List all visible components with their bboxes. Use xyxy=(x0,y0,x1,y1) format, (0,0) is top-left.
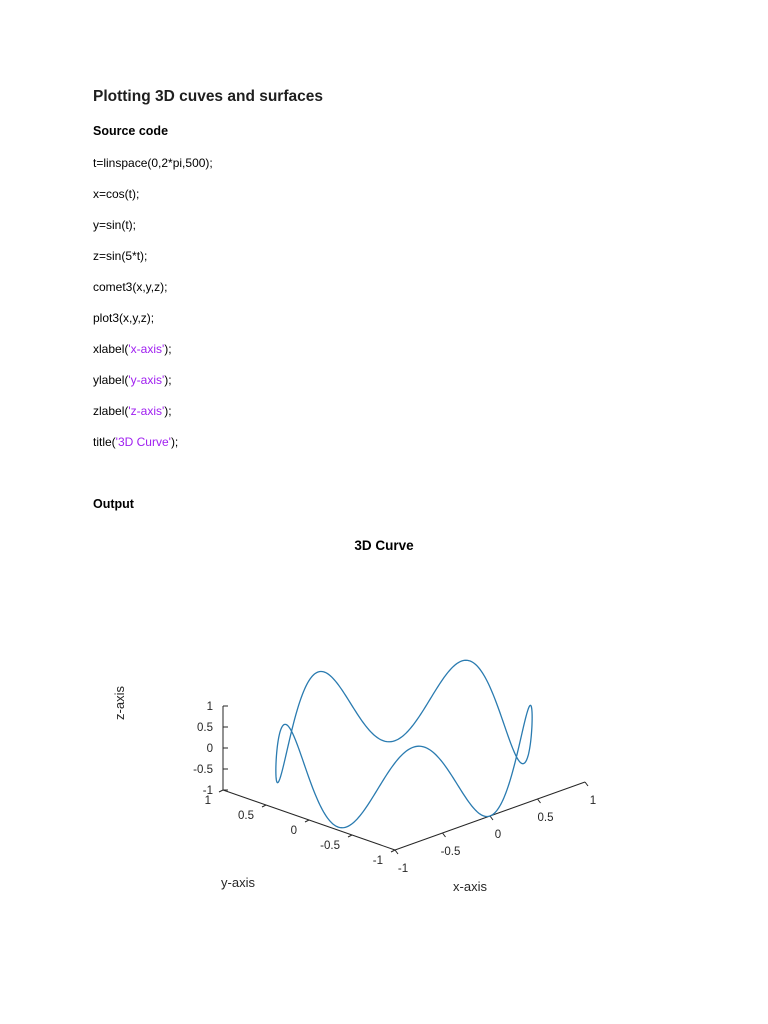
z-tick-label: -1 xyxy=(202,785,213,797)
y-tick-label: 0 xyxy=(290,825,297,837)
y-tick-label: 1 xyxy=(204,795,211,807)
x-tick-mark xyxy=(490,816,493,820)
z-tick-label: -0.5 xyxy=(193,764,213,776)
y-tick-mark xyxy=(348,835,352,837)
code-line: t=linspace(0,2*pi,500); xyxy=(93,156,213,170)
y-tick-mark xyxy=(262,805,266,807)
code-line: ylabel('y-axis'); xyxy=(93,373,172,387)
x-axis-label: x-axis xyxy=(453,879,487,894)
document-title: Plotting 3D cuves and surfaces xyxy=(93,88,323,105)
output-heading: Output xyxy=(93,497,134,511)
y-tick-mark xyxy=(219,790,223,792)
x-tick-mark xyxy=(443,833,446,837)
code-line: zlabel('z-axis'); xyxy=(93,404,172,418)
source-code-heading: Source code xyxy=(93,124,169,138)
z-axis-label: z-axis xyxy=(112,686,127,720)
y-axis-label: y-axis xyxy=(221,875,255,890)
x-tick-label: 0.5 xyxy=(537,812,554,824)
code-line: y=sin(t); xyxy=(93,218,137,232)
y-tick-label: -1 xyxy=(372,855,383,867)
axes-group xyxy=(219,706,588,854)
code-line: comet3(x,y,z); xyxy=(93,280,168,294)
y-tick-label: -0.5 xyxy=(320,840,340,852)
x-tick-label: 0 xyxy=(494,829,502,841)
code-line: plot3(x,y,z); xyxy=(93,311,155,325)
x-tick-label: -0.5 xyxy=(440,846,461,858)
code-line: x=cos(t); xyxy=(93,187,140,201)
chart-title: 3D Curve xyxy=(354,538,414,553)
curve-line xyxy=(276,660,532,828)
x-tick-label: 1 xyxy=(589,795,597,807)
x-tick-mark xyxy=(585,782,588,786)
z-tick-label: 0 xyxy=(206,743,213,755)
z-tick-label: 0.5 xyxy=(197,722,213,734)
code-line: xlabel('x-axis'); xyxy=(93,342,172,356)
z-tick-label: 1 xyxy=(206,701,213,713)
x-tick-mark xyxy=(395,850,398,854)
y-tick-mark xyxy=(391,850,395,852)
y-tick-label: 0.5 xyxy=(238,810,254,822)
y-tick-mark xyxy=(305,820,309,822)
x-tick-mark xyxy=(538,799,541,803)
tick-labels-group xyxy=(193,701,596,875)
x-tick-label: -1 xyxy=(397,863,409,875)
code-line: title('3D Curve'); xyxy=(93,435,179,449)
code-line: z=sin(5*t); xyxy=(93,249,148,263)
